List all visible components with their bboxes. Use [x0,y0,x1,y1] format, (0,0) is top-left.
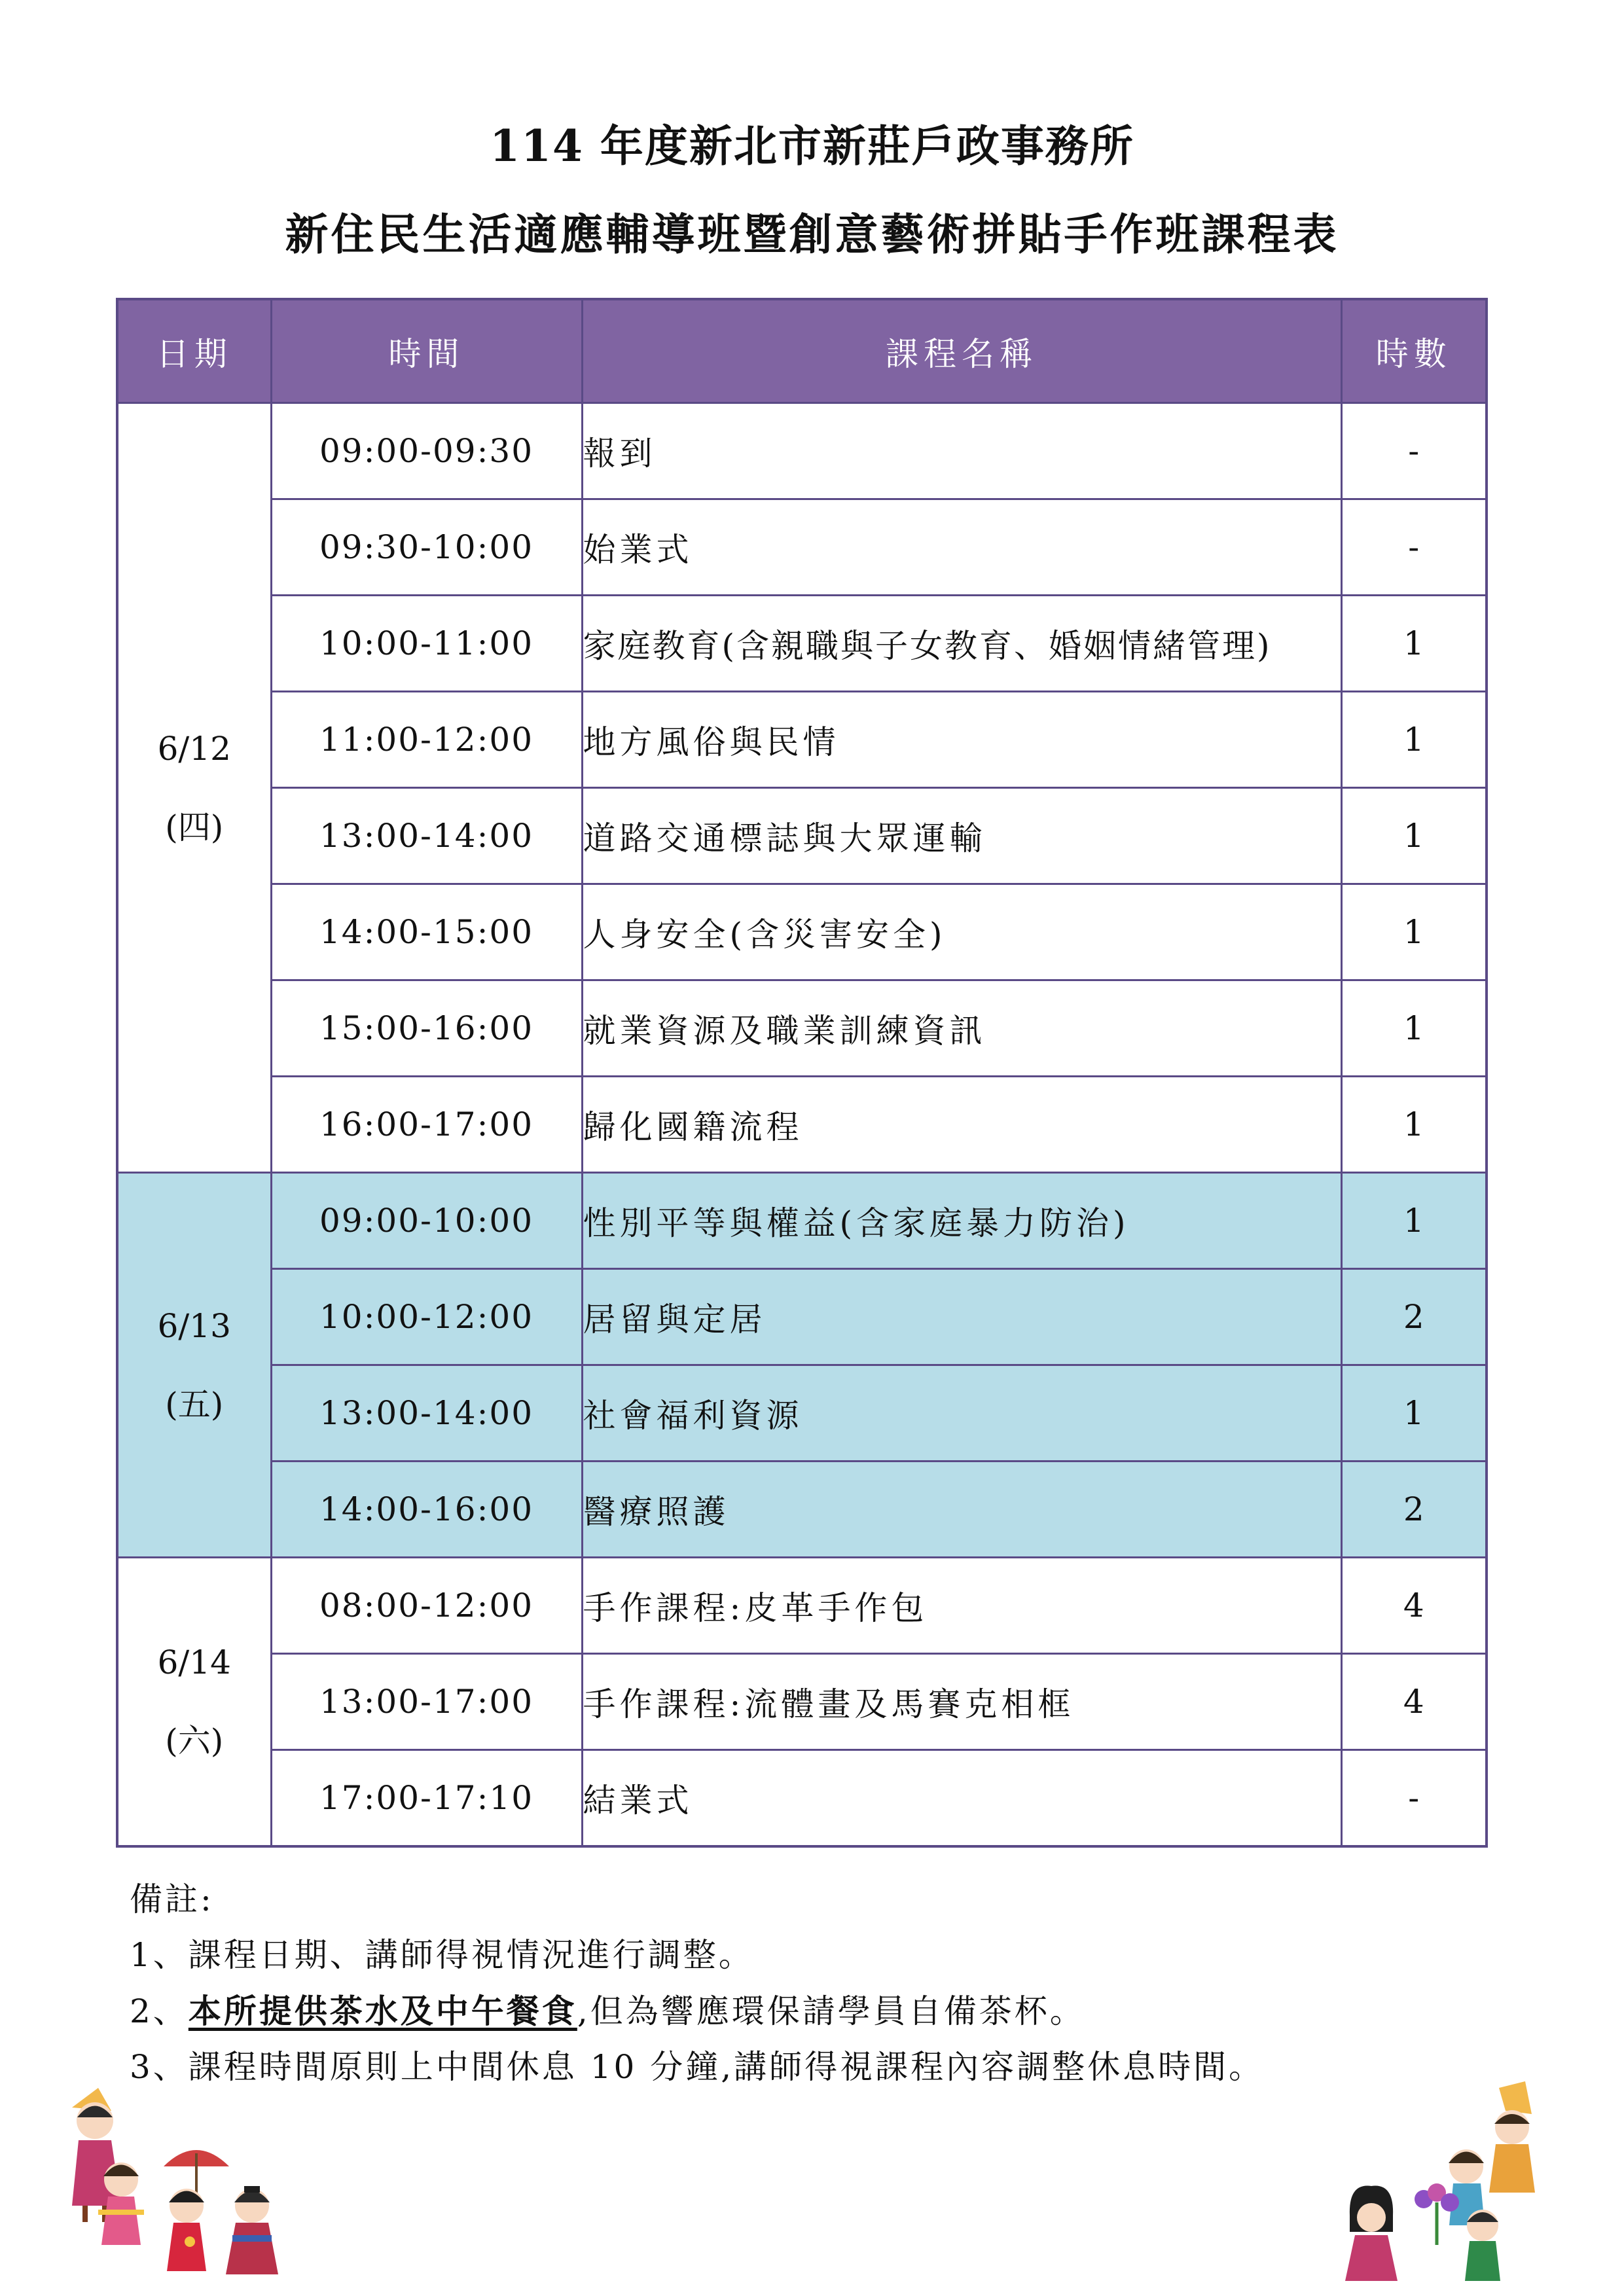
date-label: 6/12 [157,729,231,768]
hours-cell: 1 [1341,1173,1487,1269]
table-row [117,1558,1487,1654]
course-cell: 性別平等與權益(含家庭暴力防治) [582,1173,1341,1269]
time-cell: 09:00-10:00 [271,1173,582,1269]
time-cell: 10:00-11:00 [271,596,582,692]
hours-cell: - [1341,499,1487,596]
time-cell: 13:00-14:00 [271,1365,582,1462]
course-cell: 醫療照護 [582,1462,1341,1558]
course-cell: 地方風俗與民情 [582,692,1341,788]
time-cell: 13:00-17:00 [271,1654,582,1750]
time-cell: 16:00-17:00 [271,1077,582,1173]
hours-cell: - [1341,1750,1487,1847]
hours-cell: 1 [1341,980,1487,1077]
hours-cell: 4 [1341,1654,1487,1750]
notes-heading: 備註: [130,1880,214,1918]
table-row [117,1750,1487,1847]
page-subtitle: 新住民生活適應輔導班暨創意藝術拼貼手作班課程表 [285,209,1339,260]
time-cell: 14:00-16:00 [271,1462,582,1558]
header-hours: 時數 [1341,299,1487,403]
note-number: 2、 [130,1992,189,2030]
table-row [117,596,1487,692]
course-cell: 人身安全(含災害安全) [582,884,1341,980]
course-cell: 手作課程:皮革手作包 [582,1558,1341,1654]
time-cell: 10:00-12:00 [271,1269,582,1365]
date-label: 6/14 [157,1643,231,1681]
hours-cell: 1 [1341,1365,1487,1462]
child-figure [164,2150,229,2271]
note-item: 3、課程時間原則上中間休息 10 分鐘,講師得視課程內容調整休息時間。 [130,2048,1265,2086]
course-cell: 結業式 [582,1750,1341,1847]
time-cell: 08:00-12:00 [271,1558,582,1654]
hours-cell: - [1341,403,1487,499]
header-course: 課程名稱 [582,299,1341,403]
child-figure [226,2186,278,2274]
child-figure [1489,2081,1535,2193]
hours-cell: 1 [1341,1077,1487,1173]
note-item: 1、課程日期、講師得視情況進行調整。 [130,1936,754,1974]
date-cell-day3 [117,1558,271,1847]
course-cell: 道路交通標誌與大眾運輸 [582,788,1341,884]
course-cell: 報到 [582,403,1341,499]
table-row [117,980,1487,1077]
table-row [117,1462,1487,1558]
course-cell: 就業資源及職業訓練資訊 [582,980,1341,1077]
course-cell: 居留與定居 [582,1269,1341,1365]
hours-cell: 1 [1341,788,1487,884]
time-cell: 09:00-09:30 [271,403,582,499]
hours-cell: 1 [1341,884,1487,980]
table-header-row [117,299,1487,403]
weekday-label: (四) [165,808,224,846]
course-cell: 社會福利資源 [582,1365,1341,1462]
weekday-label: (六) [165,1722,224,1760]
hours-cell: 2 [1341,1462,1487,1558]
table-row [117,692,1487,788]
course-cell: 歸化國籍流程 [582,1077,1341,1173]
header-date: 日期 [117,299,271,403]
time-cell: 15:00-16:00 [271,980,582,1077]
time-cell: 13:00-14:00 [271,788,582,884]
table-row [117,788,1487,884]
table-row [117,1173,1487,1269]
table-row [117,884,1487,980]
date-cell-day2 [117,1173,271,1558]
time-cell: 17:00-17:10 [271,1750,582,1847]
hours-cell: 2 [1341,1269,1487,1365]
course-cell: 手作課程:流體畫及馬賽克相框 [582,1654,1341,1750]
course-cell: 始業式 [582,499,1341,596]
table-row [117,499,1487,596]
header-time: 時間 [271,299,582,403]
time-cell: 09:30-10:00 [271,499,582,596]
date-cell-day1 [117,403,271,1173]
table-row [117,1077,1487,1173]
child-figure [1465,2210,1500,2281]
page-title: 114 年度新北市新莊戶政事務所 [490,120,1134,171]
date-label: 6/13 [157,1306,231,1345]
children-illustration-left [59,2081,295,2278]
table-row [117,1654,1487,1750]
course-cell: 家庭教育(含親職與子女教育、婚姻情緒管理) [582,596,1341,692]
note-text: ,但為響應環保請學員自備茶杯。 [577,1992,1085,2030]
hours-cell: 4 [1341,1558,1487,1654]
notes-section [130,1872,1264,2095]
note-item [130,1983,1264,2039]
table-row [117,1269,1487,1365]
note-highlight: 本所提供茶水及中午餐食 [188,1992,577,2030]
time-cell: 14:00-15:00 [271,884,582,980]
schedule-table [116,298,1488,1848]
weekday-label: (五) [165,1385,224,1424]
children-illustration-right [1309,2075,1558,2284]
child-figure [1345,2186,1398,2281]
hours-cell: 1 [1341,596,1487,692]
hours-cell: 1 [1341,692,1487,788]
table-row [117,403,1487,499]
table-row [117,1365,1487,1462]
time-cell: 11:00-12:00 [271,692,582,788]
